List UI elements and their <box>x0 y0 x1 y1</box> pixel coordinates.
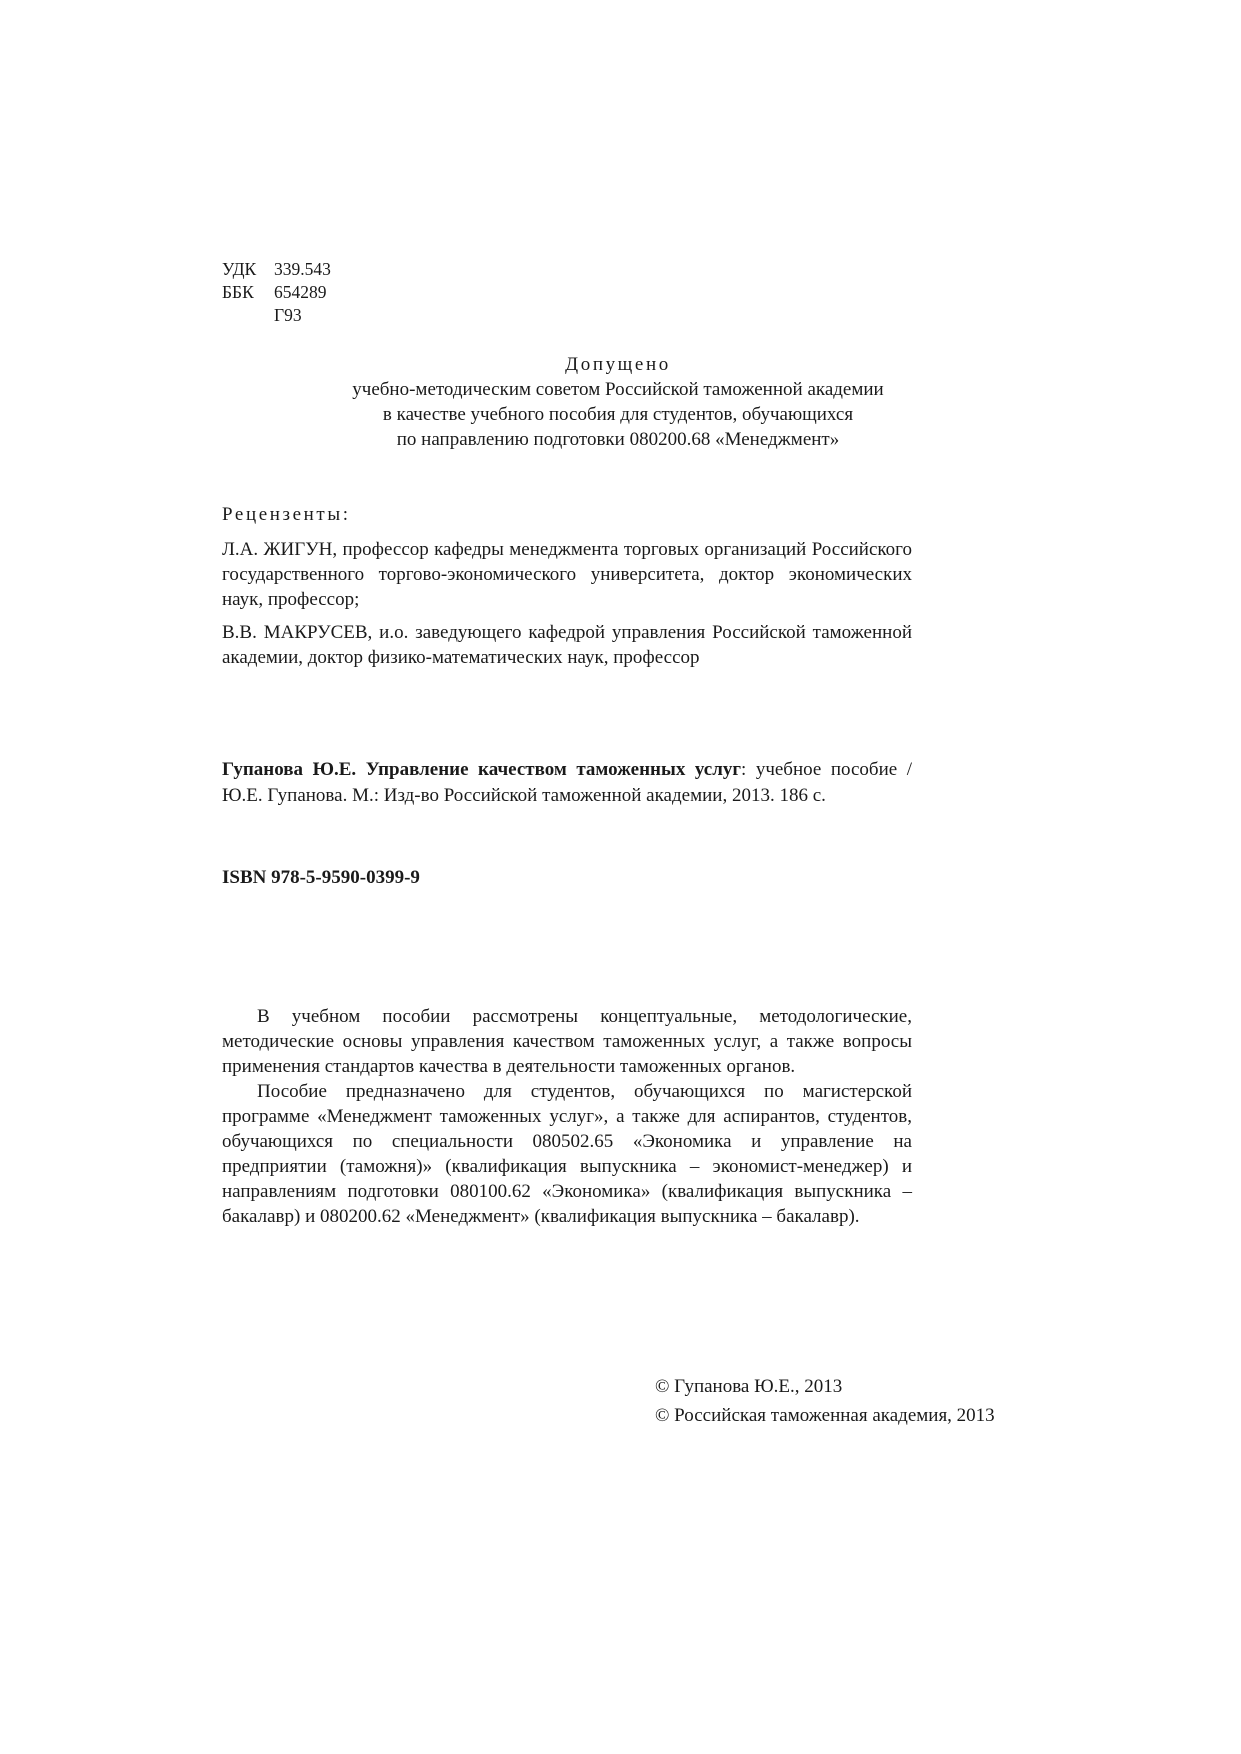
bbk-label: ББК <box>222 282 254 302</box>
reviewers-block <box>222 502 912 678</box>
approval-line: по направлению подготовки 080200.68 «Менеджмент» <box>396 429 840 450</box>
reviewer-item: В.В. МАКРУСЕВ, и.о. заведующего кафедрой управления Российской таможенной академии, доктор физико-математических наук, профессор <box>222 622 912 668</box>
copyright-line: © Гупанова Ю.Е., 2013 <box>655 1376 843 1397</box>
approval-line: учебно-методическим советом Российской таможенной академии <box>352 379 884 400</box>
bibliographic-record <box>222 757 912 809</box>
bbk-row <box>222 281 331 304</box>
udk-label: УДК <box>222 259 257 279</box>
approval-heading: Допущено <box>565 354 671 375</box>
annotation-paragraph: Пособие предназначено для студентов, обучающихся по магистерской программе «Менеджмент таможенных услуг», а также для аспирантов, студентов, обучающихся по специальности 080502.65 «Экономика и управление на предприятии (таможня)» (квалификация выпускника – экономист-менеджер) и направлениям подготовки 080100.62 «Экономика» (квалификация выпускника – бакалавр) и 080200.62 «Менеджмент» (квалификация выпускника – бакалавр). <box>222 1081 912 1227</box>
bibliographic-author-title: Гупанова Ю.Е. Управление качеством таможенных услуг <box>222 759 741 780</box>
bibliographic-details: : учебное пособие / Ю.Е. Гупанова. М.: Изд-во Российской таможенной академии, 2013. 186 с. <box>222 759 912 806</box>
reviewer-item: Л.А. ЖИГУН, профессор кафедры менеджмента торговых организаций Российского государственного торгово-экономического университета, доктор экономических наук, профессор; <box>222 539 912 610</box>
annotation-paragraph: В учебном пособии рассмотрены концептуальные, методологические, методические основы управления качеством таможенных услуг, а также вопросы применения стандартов качества в деятельности таможенных органов. <box>222 1006 912 1077</box>
copyright-line: © Российская таможенная академия, 2013 <box>655 1405 995 1426</box>
udk-row <box>222 258 331 281</box>
copyright-block <box>655 1372 995 1430</box>
approval-block <box>222 352 1014 452</box>
bbk-value: 654289 <box>274 282 327 302</box>
approval-line: в качестве учебного пособия для студентов, обучающихся <box>382 404 854 425</box>
author-mark: Г93 <box>274 305 302 325</box>
reviewers-heading: Рецензенты: <box>222 504 351 525</box>
isbn: ISBN 978-5-9590-0399-9 <box>222 867 420 888</box>
classification-block <box>222 258 331 327</box>
udk-value: 339.543 <box>274 259 331 279</box>
annotation-block <box>222 1004 912 1229</box>
